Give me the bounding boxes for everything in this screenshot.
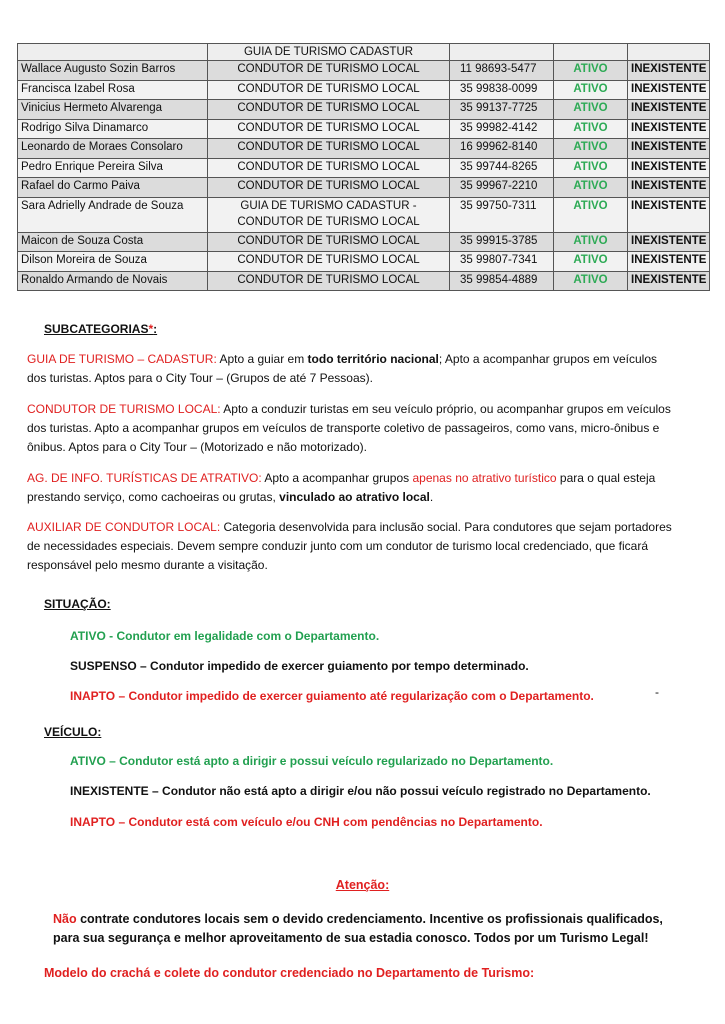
guide-vehicle: INEXISTENTE	[628, 119, 710, 139]
situacao-inapto: INAPTO – Condutor impedido de exercer guiamento até regularização com o Departamento.	[70, 689, 594, 703]
guide-category: CONDUTOR DE TURISMO LOCAL	[208, 232, 450, 252]
guide-phone: 35 99967-2210	[450, 178, 554, 198]
guide-category-line1: GUIA DE TURISMO CADASTUR -	[240, 199, 417, 212]
guide-category: CONDUTOR DE TURISMO LOCAL	[208, 119, 450, 139]
guide-status: ATIVO	[554, 100, 628, 120]
guide-vehicle: INEXISTENTE	[628, 80, 710, 100]
guide-name: Leonardo de Moraes Consolaro	[18, 139, 208, 159]
category-guia-label: GUIA DE TURISMO – CADASTUR:	[27, 352, 217, 366]
guide-category	[208, 197, 450, 232]
guide-status: ATIVO	[554, 232, 628, 252]
guide-name: Maicon de Souza Costa	[18, 232, 208, 252]
guide-category: CONDUTOR DE TURISMO LOCAL	[208, 271, 450, 291]
guides-table-container	[17, 43, 709, 291]
guide-name: Ronaldo Armando de Novais	[18, 271, 208, 291]
guide-category: CONDUTOR DE TURISMO LOCAL	[208, 139, 450, 159]
guide-name: Dilson Moreira de Souza	[18, 252, 208, 272]
guide-category: CONDUTOR DE TURISMO LOCAL	[208, 100, 450, 120]
guide-vehicle: INEXISTENTE	[628, 232, 710, 252]
table-row	[18, 178, 710, 198]
header-name-cell	[18, 44, 208, 61]
header-status-cell	[554, 44, 628, 61]
category-auxiliar-label: AUXILIAR DE CONDUTOR LOCAL:	[27, 520, 221, 534]
guide-vehicle: INEXISTENTE	[628, 271, 710, 291]
guide-name: Wallace Augusto Sozin Barros	[18, 61, 208, 81]
guide-status: ATIVO	[554, 61, 628, 81]
guide-phone: 35 99807-7341	[450, 252, 554, 272]
guide-phone: 35 99838-0099	[450, 80, 554, 100]
table-row	[18, 271, 710, 291]
table-row	[18, 119, 710, 139]
guide-status: ATIVO	[554, 271, 628, 291]
veiculo-inexistente: INEXISTENTE – Condutor não está apto a dirigir e/ou não possui veículo registrado no Departamento.	[70, 784, 651, 798]
table-row	[18, 197, 710, 232]
category-agente-label: AG. DE INFO. TURÍSTICAS DE ATRATIVO:	[27, 471, 262, 485]
guide-status: ATIVO	[554, 139, 628, 159]
guide-phone: 35 99982-4142	[450, 119, 554, 139]
header-phone-cell	[450, 44, 554, 61]
guide-category: CONDUTOR DE TURISMO LOCAL	[208, 252, 450, 272]
situacao-suspenso: SUSPENSO – Condutor impedido de exercer guiamento por tempo determinado.	[70, 659, 529, 673]
table-row	[18, 80, 710, 100]
guide-status: ATIVO	[554, 197, 628, 232]
guide-phone: 35 99750-7311	[450, 197, 554, 232]
veiculo-inapto: INAPTO – Condutor está com veículo e/ou CNH com pendências no Departamento.	[70, 815, 543, 829]
guide-category-line2: CONDUTOR DE TURISMO LOCAL	[237, 215, 420, 228]
guide-name: Pedro Enrique Pereira Silva	[18, 158, 208, 178]
guide-status: ATIVO	[554, 119, 628, 139]
atencao-message: Não contrate condutores locais sem o devido credenciamento. Incentive os profissionais qualificados, para sua segurança e melhor aproveitamento de sua estadia conosco. Todos por um Turismo Legal!	[53, 912, 663, 945]
guide-phone: 11 98693-5477	[450, 61, 554, 81]
guide-vehicle: INEXISTENTE	[628, 158, 710, 178]
guide-category: CONDUTOR DE TURISMO LOCAL	[208, 158, 450, 178]
guide-phone: 35 99915-3785	[450, 232, 554, 252]
guide-name: Francisca Izabel Rosa	[18, 80, 208, 100]
category-auxiliar: AUXILIAR DE CONDUTOR LOCAL: Categoria desenvolvida para inclusão social. Para condutores que sejam portadores de necessidades especiais. Devem sempre conduzir junto com um condutor de turismo local credenciado, que ficará responsável pelo mesmo durante a visitação.	[27, 520, 672, 572]
veiculo-heading: VEÍCULO:	[44, 725, 102, 739]
asterisk: *	[148, 322, 154, 336]
table-header-row	[18, 44, 710, 61]
table-row	[18, 139, 710, 159]
guide-name: Rafael do Carmo Paiva	[18, 178, 208, 198]
header-vehicle-cell	[628, 44, 710, 61]
guide-vehicle: INEXISTENTE	[628, 61, 710, 81]
category-guia: GUIA DE TURISMO – CADASTUR: Apto a guiar em todo território nacional; Apto a acompanhar grupos em veículos dos turistas. Aptos para o City Tour – (Grupos de até 7 Pessoas).	[27, 352, 658, 385]
guide-name: Vinicius Hermeto Alvarenga	[18, 100, 208, 120]
guide-category: CONDUTOR DE TURISMO LOCAL	[208, 80, 450, 100]
category-condutor: CONDUTOR DE TURISMO LOCAL: Apto a conduzir turistas em seu veículo próprio, ou acompanhar grupos em veículos dos turistas. Apto a acompanhar grupos em veículos de transporte coletivo de passageiros, como vans, micro-ônibus e ônibus. Aptos para o City Tour – (Motorizado e não motorizado).	[27, 402, 671, 454]
guide-phone: 35 99744-8265	[450, 158, 554, 178]
guide-status: ATIVO	[554, 80, 628, 100]
subcategorias-heading: SUBCATEGORIAS*:	[44, 322, 158, 336]
guide-vehicle: INEXISTENTE	[628, 197, 710, 232]
guide-vehicle: INEXISTENTE	[628, 139, 710, 159]
veiculo-ativo: ATIVO – Condutor está apto a dirigir e possui veículo regularizado no Departamento.	[70, 754, 554, 768]
table-row	[18, 252, 710, 272]
guide-category: CONDUTOR DE TURISMO LOCAL	[208, 61, 450, 81]
stray-mark: -	[655, 685, 659, 699]
guide-status: ATIVO	[554, 158, 628, 178]
guide-phone: 35 99137-7725	[450, 100, 554, 120]
category-condutor-label: CONDUTOR DE TURISMO LOCAL:	[27, 402, 221, 416]
modelo-cracha-heading: Modelo do crachá e colete do condutor credenciado no Departamento de Turismo:	[44, 966, 535, 980]
situacao-heading: SITUAÇÃO:	[44, 597, 111, 611]
guides-table	[17, 43, 710, 291]
situacao-ativo: ATIVO - Condutor em legalidade com o Departamento.	[70, 629, 380, 643]
guide-name: Rodrigo Silva Dinamarco	[18, 119, 208, 139]
table-row	[18, 100, 710, 120]
guide-status: ATIVO	[554, 252, 628, 272]
atencao-nao: Não	[53, 912, 77, 926]
guide-phone: 16 99962-8140	[450, 139, 554, 159]
guide-vehicle: INEXISTENTE	[628, 178, 710, 198]
guide-phone: 35 99854-4889	[450, 271, 554, 291]
guide-category: CONDUTOR DE TURISMO LOCAL	[208, 178, 450, 198]
table-row	[18, 61, 710, 81]
header-category-cell: GUIA DE TURISMO CADASTUR	[208, 44, 450, 61]
table-row	[18, 232, 710, 252]
guide-name: Sara Adrielly Andrade de Souza	[18, 197, 208, 232]
guide-vehicle: INEXISTENTE	[628, 252, 710, 272]
table-row	[18, 158, 710, 178]
guide-vehicle: INEXISTENTE	[628, 100, 710, 120]
atencao-heading: Atenção:	[335, 878, 390, 892]
guide-status: ATIVO	[554, 178, 628, 198]
category-agente: AG. DE INFO. TURÍSTICAS DE ATRATIVO: Apto a acompanhar grupos apenas no atrativo turístico para o qual esteja prestando serviço, como cachoeiras ou grutas, vinculado ao atrativo local.	[27, 471, 656, 504]
